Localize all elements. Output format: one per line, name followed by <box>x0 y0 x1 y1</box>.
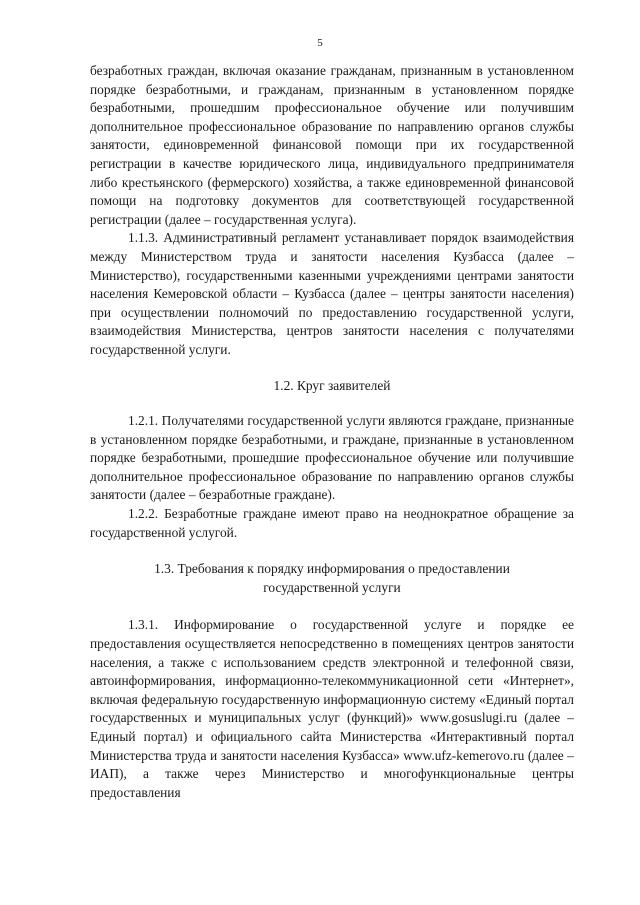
section-heading-1-2: 1.2. Круг заявителей <box>273 377 391 393</box>
paragraph-continuation: безработных граждан, включая оказание гражданам, признанным в установленном порядке безработными, и гражданам, признанным в установленном порядке безработными, прошедшим профессиональное обучение или получившим дополнительное профессиональное образование по направлению органов службы занятости, единовременной финансовой помощи при их государственной регистрации в качестве юридического лица, индивидуального предпринимателя либо крестьянского (фермерского) хозяйства, а также единовременной финансовой помощи на подготовку документов для соответствующей государственной регистрации (далее – государственная услуга). <box>90 63 574 227</box>
paragraph-1-2-1: 1.2.1. Получателями государственной услуги являются граждане, признанные в установленном порядке безработными, и граждане, признанные в установленном порядке безработными, прошедшие профессиональное обучение или получившие дополнительное профессиональное образование по направлению органов службы занятости (далее – безработные граждане). <box>90 413 574 503</box>
paragraph-1-2-2: 1.2.2. Безработные граждане имеют право на неоднократное обращение за государственной услугой. <box>90 506 574 540</box>
paragraph-1-1-3: 1.1.3. Административный регламент устанавливает порядок взаимодействия между Министерством труда и занятости населения Кузбасса (далее – Министерство), государственными казенными учреждениями центрами занятости населения Кемеровской области – Кузбасса (далее – центры занятости населения) при осуществлении полномочий по предоставлению государственной услуги, взаимодействия Министерства, центров занятости населения с получателями государственной услуги. <box>90 230 574 357</box>
section-heading-1-3 <box>90 560 574 597</box>
document-body <box>90 62 574 802</box>
section-heading-1-3-line2: государственной услуги <box>263 579 401 595</box>
section-heading-1-3-line1: 1.3. Требования к порядку информирования о предоставлении <box>154 561 510 577</box>
page-number: 5 <box>317 37 323 49</box>
paragraph-1-3-1: 1.3.1. Информирование о государственной услуге и порядке ее предоставления осуществляется непосредственно в помещениях центров занятости населения, а также с использованием средств электронной и телефонной связи, автоинформирования, информационно-телекоммуникационной сети «Интернет», включая федеральную государственную информационную систему «Единый портал государственных и муниципальных услуг (функций)» www.gosuslugi.ru (далее – Единый портал) и официального сайта Министерства «Интерактивный портал Министерства труда и занятости населения Кузбасса» www.ufz-kemerovo.ru (далее – ИАП), а также через Министерство и многофункциональные центры предоставления <box>90 617 574 800</box>
